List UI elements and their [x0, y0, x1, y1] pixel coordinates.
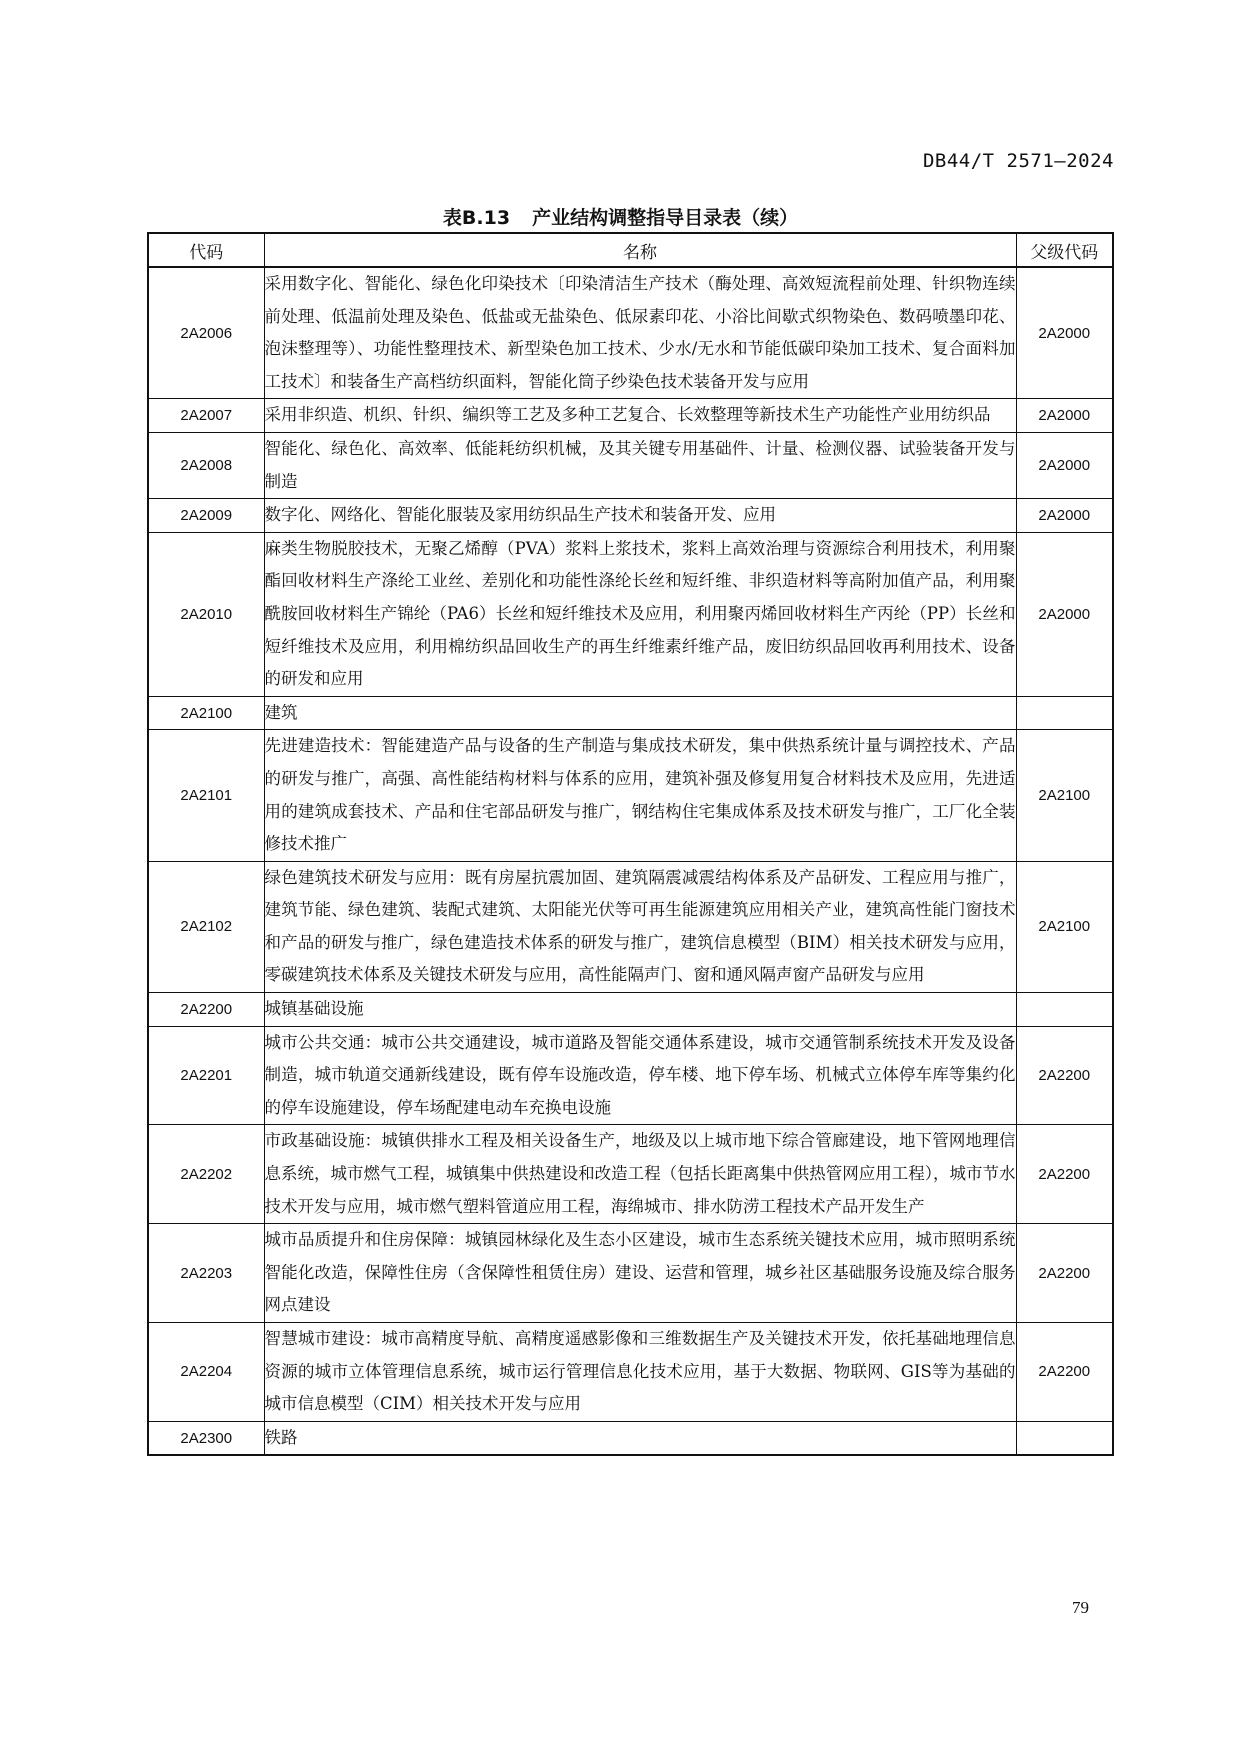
- table-title-text: 产业结构调整指导目录表（续）: [532, 207, 799, 229]
- table-row: [148, 1323, 1113, 1422]
- name-cell: 城市品质提升和住房保障：城镇园林绿化及生态小区建设，城市生态系统关键技术应用，城市照明系统智能化改造，保障性住房（含保障性租赁住房）建设、运营和管理，城乡社区基础服务设施及综合服务网点建设: [264, 1224, 1016, 1323]
- code-cell: 2A2101: [148, 730, 264, 861]
- name-cell: 采用数字化、智能化、绿色化印染技术〔印染清洁生产技术（酶处理、高效短流程前处理、针织物连续前处理、低温前处理及染色、低盐或无盐染色、低尿素印花、小浴比间歇式织物染色、数码喷墨印花、泡沫整理等）、功能性整理技术、新型染色加工技术、少水/无水和节能低碳印染加工技术、复合面料加工技术〕和装备生产高档纺织面料，智能化筒子纱染色技术装备开发与应用: [264, 267, 1016, 399]
- table-row: [148, 1421, 1113, 1455]
- parent-code-cell: 2A2000: [1016, 532, 1113, 696]
- code-cell: 2A2202: [148, 1125, 264, 1224]
- name-cell: 采用非织造、机织、针织、编织等工艺及多种工艺复合、长效整理等新技术生产功能性产业用纺织品: [264, 399, 1016, 433]
- column-header-parent: 父级代码: [1016, 233, 1113, 267]
- parent-code-cell: 2A2200: [1016, 1026, 1113, 1125]
- table-row: [148, 696, 1113, 730]
- table-row: [148, 499, 1113, 533]
- code-cell: 2A2100: [148, 696, 264, 730]
- table-row: [148, 1224, 1113, 1323]
- name-cell: 城镇基础设施: [264, 993, 1016, 1027]
- code-cell: 2A2203: [148, 1224, 264, 1323]
- parent-code-cell: 2A2000: [1016, 432, 1113, 498]
- parent-code-cell: 2A2200: [1016, 1323, 1113, 1422]
- table-row: [148, 432, 1113, 498]
- name-cell: 先进建造技术：智能建造产品与设备的生产制造与集成技术研发，集中供热系统计量与调控技术、产品的研发与推广，高强、高性能结构材料与体系的应用，建筑补强及修复用复合材料技术及应用，先进适用的建筑成套技术、产品和住宅部品研发与推广，钢结构住宅集成体系及技术研发与推广，工厂化全装修技术推广: [264, 730, 1016, 861]
- table-row: [148, 267, 1113, 399]
- name-cell: 市政基础设施：城镇供排水工程及相关设备生产，地级及以上城市地下综合管廊建设，地下管网地理信息系统，城市燃气工程，城镇集中供热建设和改造工程（包括长距离集中供热管网应用工程），城市节水技术开发与应用，城市燃气塑料管道应用工程，海绵城市、排水防涝工程技术产品开发生产: [264, 1125, 1016, 1224]
- code-cell: 2A2006: [148, 267, 264, 399]
- parent-code-cell: [1016, 993, 1113, 1027]
- parent-code-cell: 2A2200: [1016, 1224, 1113, 1323]
- code-cell: 2A2010: [148, 532, 264, 696]
- name-cell: 绿色建筑技术研发与应用：既有房屋抗震加固、建筑隔震减震结构体系及产品研发、工程应用与推广，建筑节能、绿色建筑、装配式建筑、太阳能光伏等可再生能源建筑应用相关产业，建筑高性能门窗技术和产品的研发与推广，绿色建造技术体系的研发与推广，建筑信息模型（BIM）相关技术研发与应用，零碳建筑技术体系及关键技术研发与应用，高性能隔声门、窗和通风隔声窗产品研发与应用: [264, 861, 1016, 992]
- column-header-code: 代码: [148, 233, 264, 267]
- name-cell: 智慧城市建设：城市高精度导航、高精度遥感影像和三维数据生产及关键技术开发，依托基础地理信息资源的城市立体管理信息系统，城市运行管理信息化技术应用，基于大数据、物联网、GIS等为基础的城市信息模型（CIM）相关技术开发与应用: [264, 1323, 1016, 1422]
- parent-code-cell: 2A2100: [1016, 730, 1113, 861]
- code-cell: 2A2008: [148, 432, 264, 498]
- table-row: [148, 532, 1113, 696]
- code-cell: 2A2007: [148, 399, 264, 433]
- table-row: [148, 730, 1113, 861]
- code-cell: 2A2009: [148, 499, 264, 533]
- code-cell: 2A2204: [148, 1323, 264, 1422]
- parent-code-cell: [1016, 696, 1113, 730]
- code-cell: 2A2201: [148, 1026, 264, 1125]
- table-row: [148, 399, 1113, 433]
- column-header-name: 名称: [264, 233, 1016, 267]
- page-number: 79: [1072, 1598, 1089, 1617]
- parent-code-cell: 2A2200: [1016, 1125, 1113, 1224]
- document-id: DB44/T 2571—2024: [922, 150, 1114, 172]
- parent-code-cell: 2A2000: [1016, 399, 1113, 433]
- code-cell: 2A2102: [148, 861, 264, 992]
- name-cell: 数字化、网络化、智能化服装及家用纺织品生产技术和装备开发、应用: [264, 499, 1016, 533]
- table-body: [148, 267, 1113, 1455]
- name-cell: 智能化、绿色化、高效率、低能耗纺织机械，及其关键专用基础件、计量、检测仪器、试验装备开发与制造: [264, 432, 1016, 498]
- name-cell: 麻类生物脱胶技术，无聚乙烯醇（PVA）浆料上浆技术，浆料上高效治理与资源综合利用技术，利用聚酯回收材料生产涤纶工业丝、差别化和功能性涤纶长丝和短纤维、非织造材料等高附加值产品，利用聚酰胺回收材料生产锦纶（PA6）长丝和短纤维技术及应用，利用聚丙烯回收材料生产丙纶（PP）长丝和短纤维技术及应用，利用棉纺织品回收生产的再生纤维素纤维产品，废旧纺织品回收再利用技术、设备的研发和应用: [264, 532, 1016, 696]
- table-row: [148, 1125, 1113, 1224]
- table-row: [148, 993, 1113, 1027]
- code-cell: 2A2300: [148, 1421, 264, 1455]
- table-number: 表B.13: [442, 207, 511, 229]
- code-cell: 2A2200: [148, 993, 264, 1027]
- table-title: [0, 203, 1241, 230]
- table-header-row: [148, 233, 1113, 267]
- table-row: [148, 1026, 1113, 1125]
- name-cell: 城市公共交通：城市公共交通建设，城市道路及智能交通体系建设，城市交通管制系统技术开发及设备制造，城市轨道交通新线建设，既有停车设施改造，停车楼、地下停车场、机械式立体停车库等集约化的停车设施建设，停车场配建电动车充换电设施: [264, 1026, 1016, 1125]
- name-cell: 铁路: [264, 1421, 1016, 1455]
- table-row: [148, 861, 1113, 992]
- name-cell: 建筑: [264, 696, 1016, 730]
- parent-code-cell: 2A2100: [1016, 861, 1113, 992]
- parent-code-cell: 2A2000: [1016, 499, 1113, 533]
- parent-code-cell: 2A2000: [1016, 267, 1113, 399]
- catalog-table: [147, 232, 1114, 1456]
- parent-code-cell: [1016, 1421, 1113, 1455]
